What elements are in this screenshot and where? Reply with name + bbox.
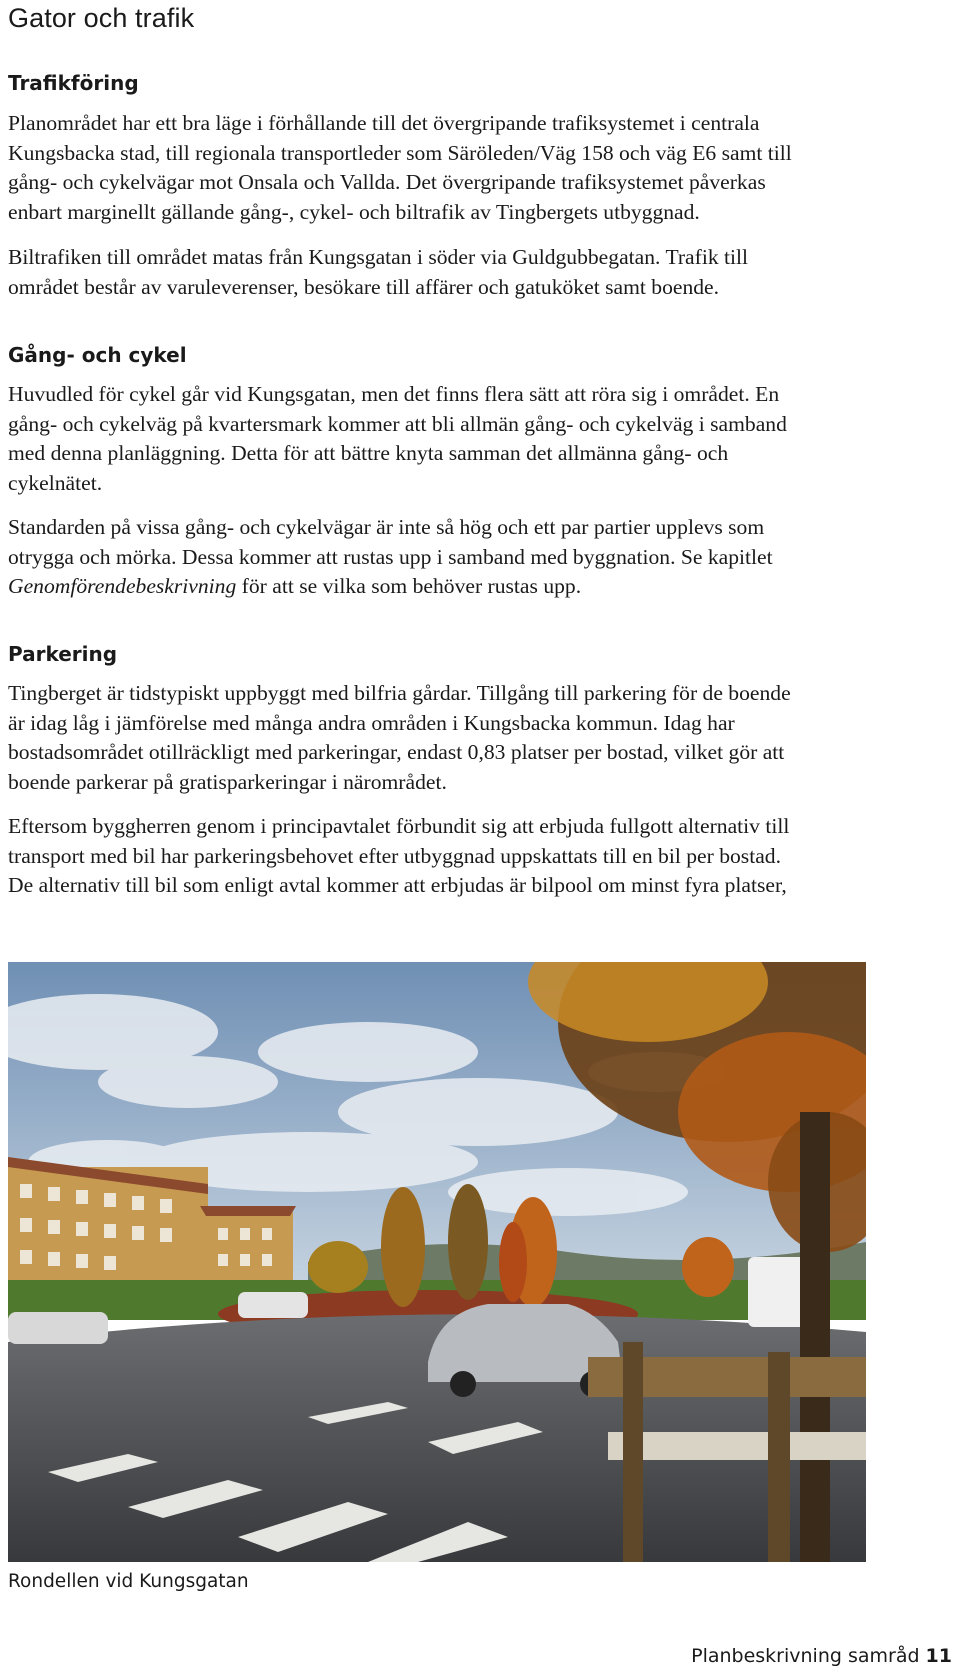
paragraph-trafikforing-2: [8, 243, 956, 302]
section-heading-parkering: Parkering: [8, 642, 118, 666]
paragraph-parkering-1: [8, 679, 956, 797]
roundabout-photo: [8, 962, 866, 1562]
paragraph-gang-och-cykel-1: [8, 380, 956, 498]
section-heading-trafikforing: Trafikföring: [8, 71, 139, 95]
text-line: enbart marginellt gällande gång-, cykel- och biltrafik av Tingbergets utbyggnad.: [8, 199, 700, 224]
page-footer: [691, 1644, 952, 1668]
text-line: är idag låg i jämförelse med många andra områden i Kungsbacka kommun. Idag har: [8, 710, 735, 735]
text-line: med denna planläggning. Detta för att bättre knyta samman det allmänna gång- och: [8, 441, 729, 465]
text-line: gång- och cykelväg på kvartersmark kommer att bli allmän gång- och cykelväg i samband: [8, 411, 787, 436]
page-title: Gator och trafik: [8, 3, 195, 33]
text-line: De alternativ till bil som enligt avtal kommer att erbjudas är bilpool om minst fyra platser,: [8, 873, 787, 897]
italic-chapter-reference: Genomförendebeskrivning: [8, 574, 237, 598]
text-line: gång- och cykelvägar mot Onsala och Vallda. Det övergripande trafiksystemet påverkas: [8, 170, 766, 194]
text-line: cykelnätet.: [8, 470, 103, 495]
text-line-rest: för att se vilka som behöver rustas upp.: [236, 574, 582, 598]
paragraph-trafikforing-1: [8, 109, 956, 227]
text-line: transport med bil har parkeringsbehovet efter utbyggnad uppskattats till en bil per bostad.: [8, 843, 781, 868]
text-line: Biltrafiken till området matas från Kungsgatan i söder via Guldgubbegatan. Trafik till: [8, 245, 749, 269]
text-line: Huvudled för cykel går vid Kungsgatan, men det finns flera sätt att röra sig i området. En: [8, 382, 780, 406]
text-line: [8, 572, 956, 602]
paragraph-gang-och-cykel-2: [8, 513, 956, 602]
text-line: bostadsområdet otillräckligt med parkeringar, endast 0,83 platser per bostad, vilket gör att: [8, 740, 785, 764]
text-line: Eftersom byggherren genom i principavtalet förbundit sig att erbjuda fullgott alternativ till: [8, 814, 790, 838]
text-line: boende parkerar på gratisparkeringar i närområdet.: [8, 769, 447, 794]
paragraph-parkering-2: [8, 812, 956, 901]
text-line: Standarden på vissa gång- och cykelvägar är inte så hög och ett par partier upplevs som: [8, 515, 765, 539]
text-line: Planområdet har ett bra läge i förhållande till det övergripande trafiksystemet i centrala: [8, 111, 760, 135]
text-line: otrygga och mörka. Dessa kommer att rustas upp i samband med byggnation. Se kapitlet: [8, 544, 773, 569]
text-line: Tingberget är tidstypiskt uppbyggt med bilfria gårdar. Tillgång till parkering för de boende: [8, 681, 791, 705]
footer-document-name: Planbeskrivning samråd: [691, 1645, 920, 1667]
section-heading-gang-och-cykel: Gång- och cykel: [8, 343, 187, 367]
text-line: Kungsbacka stad, till regionala transportleder som Säröleden/Väg 158 och väg E6 samt till: [8, 140, 792, 165]
photo-caption: Rondellen vid Kungsgatan: [8, 1571, 249, 1592]
text-line: området består av varuleverenser, besökare till affärer och gatuköket samt boende.: [8, 274, 720, 299]
page-number: 11: [925, 1645, 952, 1667]
